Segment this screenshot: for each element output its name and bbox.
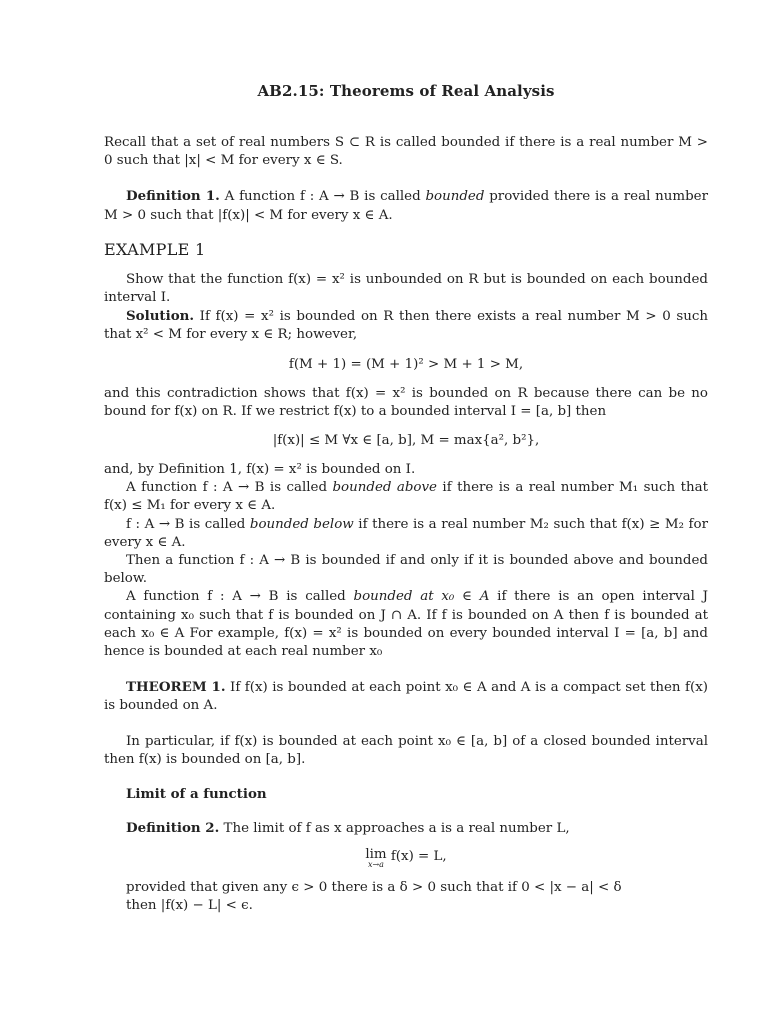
bounded-above-text-b: if there is a real number M₁ such that f(x) ≤ M₁ for every x ∈ A. — [104, 480, 708, 514]
by-definition-paragraph: and, by Definition 1, f(x) = x² is bounded on I. — [104, 462, 416, 478]
example-heading: EXAMPLE 1 — [104, 239, 206, 259]
example-statement: Show that the function f(x) = x² is unbounded on R but is bounded on each bounded interval I. — [104, 271, 708, 306]
page-title: AB2.15: Theorems of Real Analysis — [257, 82, 555, 100]
limit-expression: f(x) = L, — [386, 849, 447, 865]
bounded-above-text-a: A function f : A → B is called — [126, 480, 333, 496]
definition-1-label: Definition 1. — [126, 188, 220, 205]
intro-line-2: that |x| < M for every x ∈ S. — [152, 153, 343, 169]
epsilon-delta-line-2: then |f(x) − L| < ϵ. — [126, 898, 253, 914]
bounded-at-text-b: if there is an open interval J containing x₀ such that f is bounded on J ∩ A. If f is bounded on A then f is bounded at each x₀ ∈ A For example, f(x) = x² is bounded on every bounded interval I = [a, b] and hence is bounded at each real number x₀ — [104, 589, 709, 660]
limit-operator — [365, 849, 386, 869]
definition-1 — [104, 187, 708, 224]
contradiction-paragraph: and this contradiction shows that f(x) = x² is bounded on R because there can be no bound for f(x) on R. If we restrict f(x) to a bounded interval I = [a, b] then — [104, 385, 708, 419]
limit-section-heading: Limit of a function — [126, 786, 267, 803]
definition-1-emphasis: bounded — [425, 189, 485, 205]
bounded-above-paragraph — [104, 479, 708, 515]
limit-op-text: lim — [365, 847, 387, 863]
solution-text: If f(x) = x² is bounded on R then there exists a real number M > 0 such that x² < M for every x ∈ R; however, — [104, 309, 708, 343]
definition-1-text-a: A function f : A → B is called — [219, 189, 426, 205]
epsilon-delta-line-1: provided that given any ϵ > 0 there is a δ > 0 such that if 0 < |x − a| < δ — [126, 880, 622, 896]
intro-line-1: Recall that a set of real numbers S ⊂ R is called bounded if there is a real number M > 0 such — [104, 135, 708, 169]
limit-display-equation — [104, 849, 708, 869]
bounded-at-text-a: A function f : A → B is called — [126, 589, 354, 605]
definition-2 — [104, 819, 708, 838]
epsilon-delta-block — [104, 879, 708, 915]
display-equation-1: f(M + 1) = (M + 1)² > M + 1 > M, — [288, 356, 524, 372]
display-equation-2: |f(x)| ≤ M ∀x ∈ [a, b], M = max{a², b²}, — [272, 433, 540, 449]
bounded-below-emphasis: bounded below — [249, 516, 354, 532]
theorem-1-label: THEOREM 1. — [126, 679, 226, 696]
solution-paragraph — [104, 307, 708, 344]
bounded-below-text-a: f : A → B is called — [126, 516, 250, 532]
theorem-1 — [104, 678, 708, 715]
particular-paragraph: In particular, if f(x) is bounded at each point x₀ ∈ [a, b] of a closed bounded interval then f(x) is bounded on [a, b]. — [104, 733, 708, 767]
bounded-below-paragraph — [104, 516, 708, 552]
bounded-above-emphasis: bounded above — [332, 480, 437, 496]
bounded-at-emphasis: bounded at x₀ ∈ A — [353, 589, 490, 605]
limit-subscript: x→a — [367, 860, 384, 870]
solution-label: Solution. — [126, 308, 195, 325]
bounded-at-paragraph — [104, 588, 708, 661]
definition-1-text-b: provided there is a real number M > 0 such that |f(x)| < M for every x ∈ A. — [104, 189, 709, 223]
definition-2-text: The limit of f as x approaches a is a real number L, — [219, 821, 570, 837]
intro-paragraph — [104, 134, 708, 170]
theorem-1-text: If f(x) is bounded at each point x₀ ∈ A and A is a compact set then f(x) is bounded on A. — [104, 680, 708, 714]
iff-paragraph: Then a function f : A → B is bounded if and only if it is bounded above and bounded below. — [104, 553, 708, 587]
definition-2-label: Definition 2. — [126, 820, 220, 837]
bounded-below-text-b: if there is a real number M₂ such that f(x) ≥ M₂ for every x ∈ A. — [104, 516, 708, 550]
